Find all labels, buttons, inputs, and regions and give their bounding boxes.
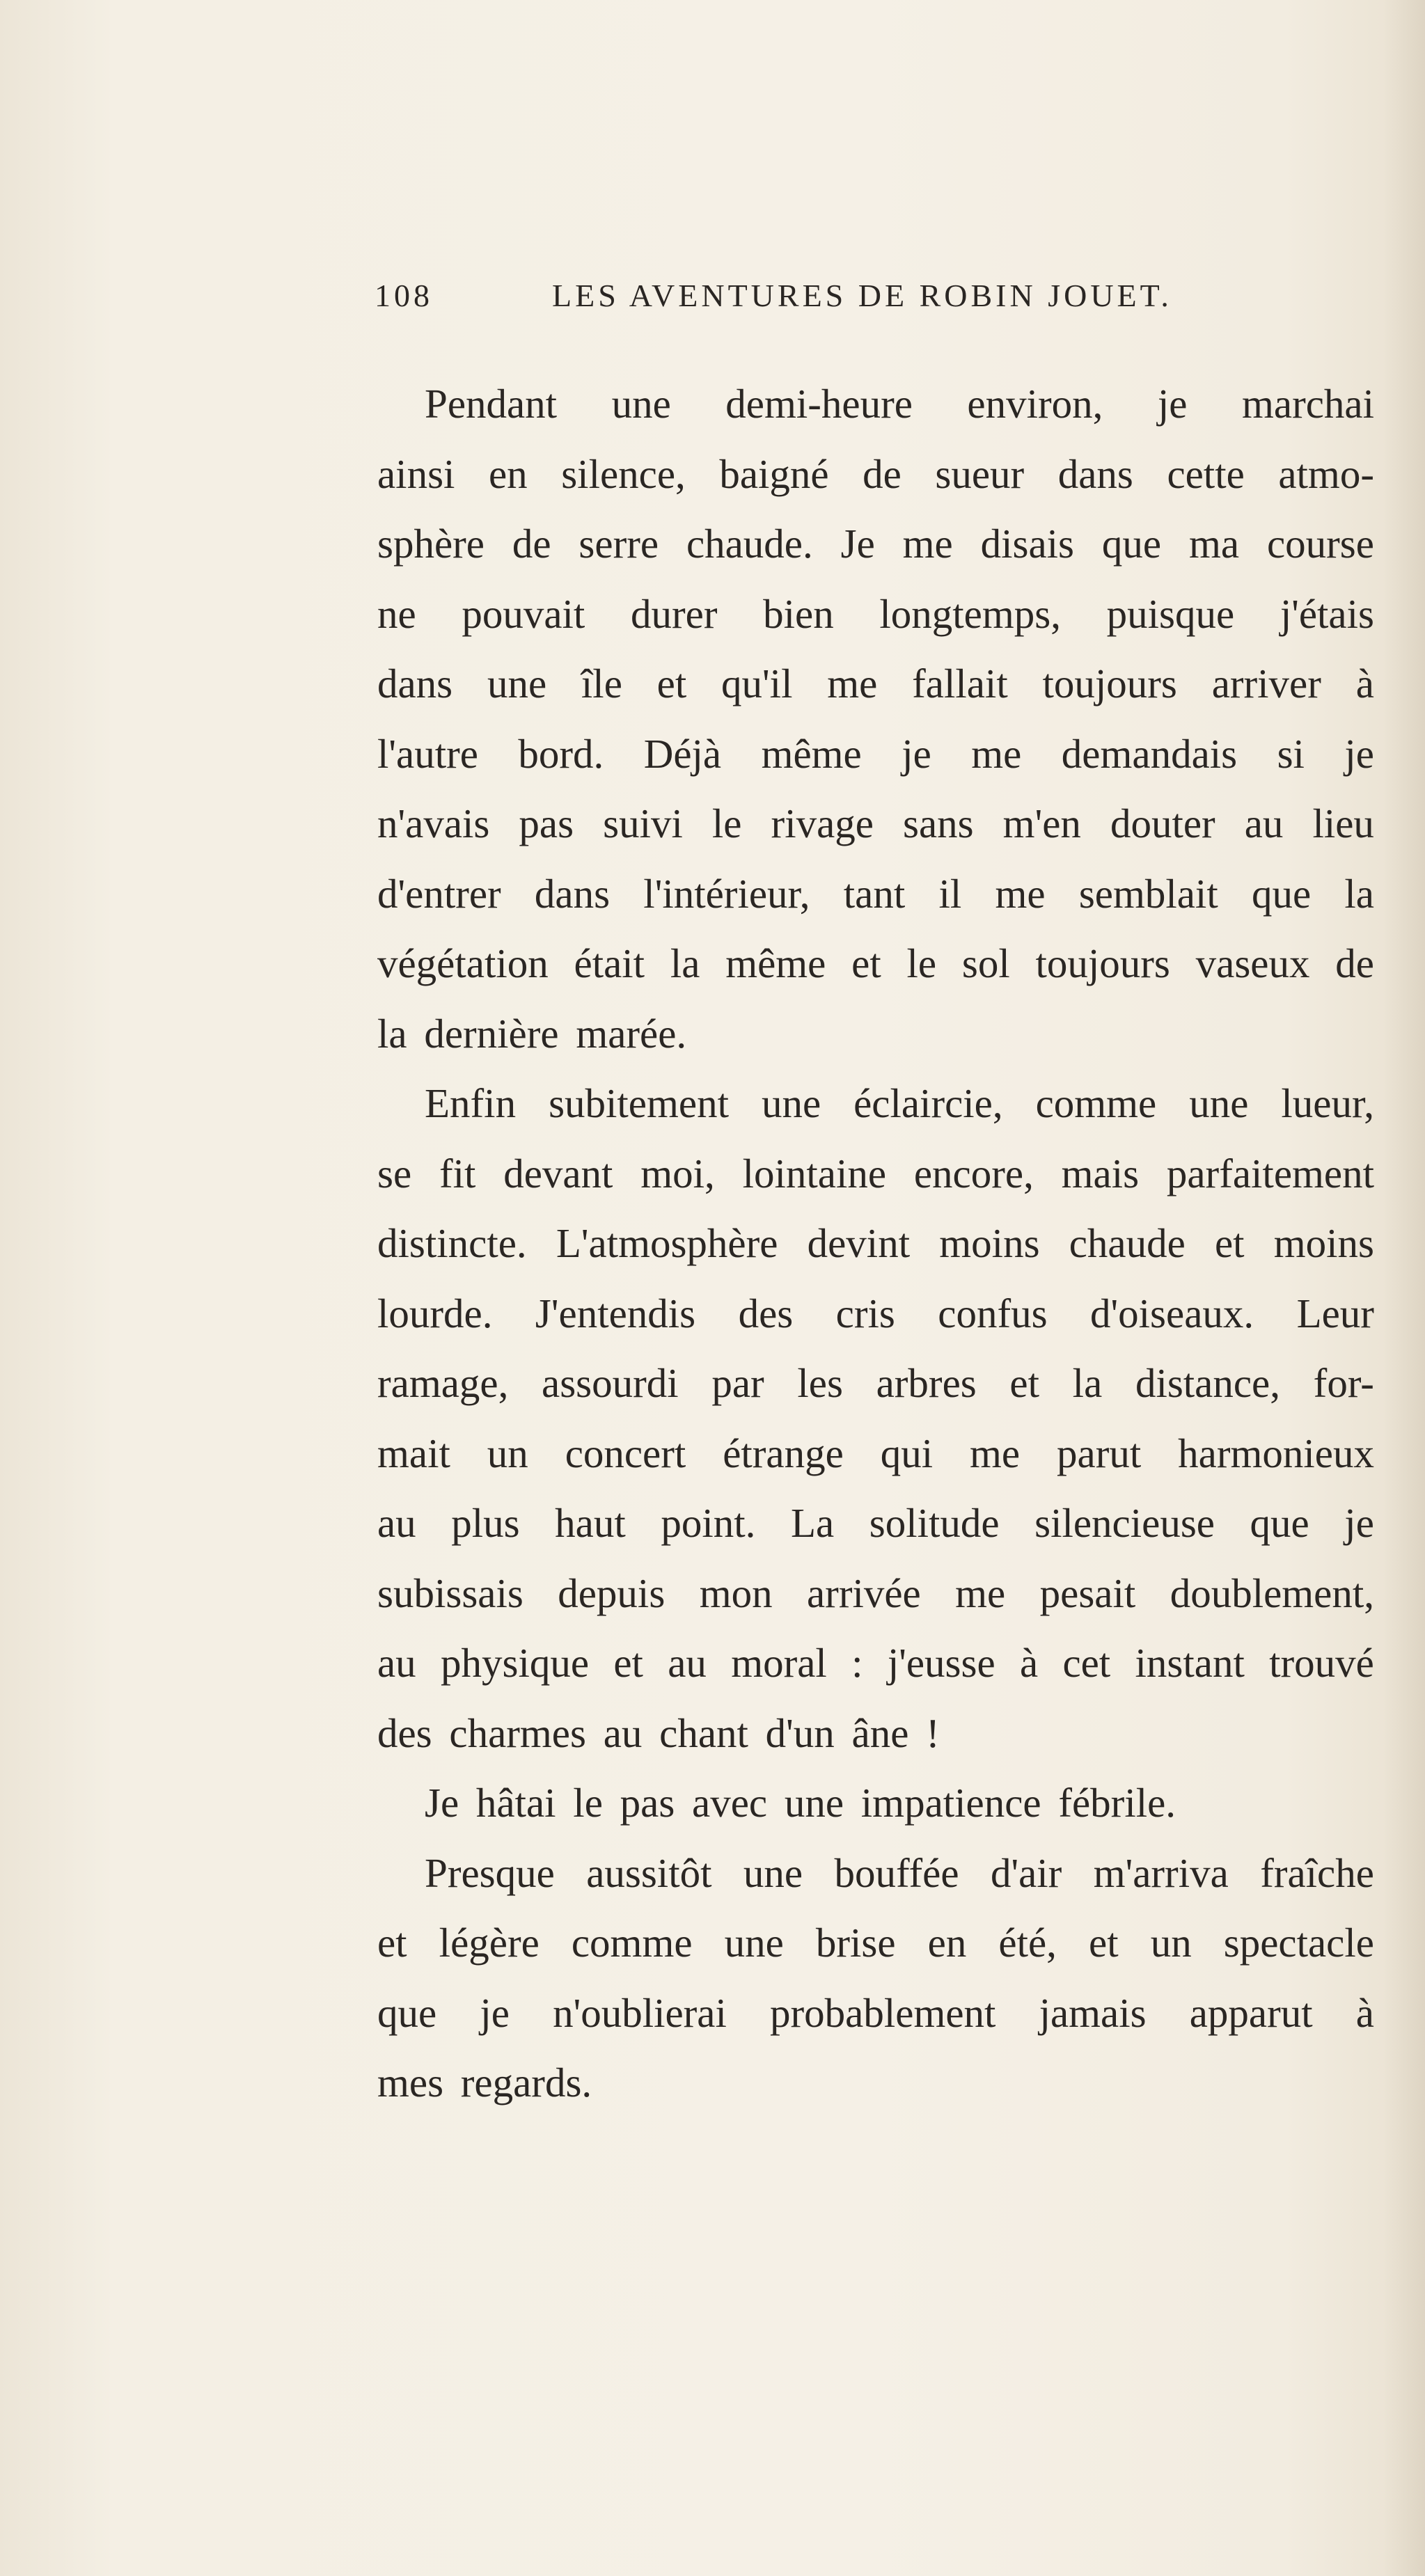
running-head: [375, 271, 1273, 320]
text-line: se fit devant moi, lointaine encore, mais parfaitement: [377, 1150, 1374, 1196]
text-line: lourde. J'entendis des cris confus d'oiseaux. Leur: [377, 1290, 1374, 1336]
text-line: subissais depuis mon arrivée me pesait doublement,: [377, 1570, 1374, 1616]
page-edge-shadow: [1383, 0, 1425, 2576]
page-number: 108: [375, 278, 433, 313]
paragraph: [377, 369, 1374, 1068]
text-line: végétation était la même et le sol toujours vaseux de: [377, 940, 1374, 986]
body-text: [377, 369, 1374, 2118]
text-line: au plus haut point. La solitude silencieuse que je: [377, 1500, 1374, 1546]
paragraph: [377, 1838, 1374, 2118]
text-line: Pendant une demi-heure environ, je marchai: [425, 381, 1374, 427]
text-line: Je hâtai le pas avec une impatience fébrile.: [425, 1780, 1176, 1826]
text-line: Enfin subitement une éclaircie, comme une lueur,: [425, 1080, 1374, 1126]
text-line: sphère de serre chaude. Je me disais que ma course: [377, 521, 1374, 567]
book-title: LES AVENTURES DE ROBIN JOUET.: [552, 278, 1172, 313]
paragraph: [377, 1068, 1374, 1768]
text-line: et légère comme une brise en été, et un spectacle: [377, 1920, 1374, 1966]
text-line: ainsi en silence, baigné de sueur dans cette atmo-: [377, 450, 1374, 497]
text-line: ramage, assourdi par les arbres et la distance, for-: [377, 1360, 1374, 1406]
text-line: ne pouvait durer bien longtemps, puisque j'étais: [377, 590, 1374, 637]
text-line: des charmes au chant d'un âne !: [377, 1709, 940, 1756]
text-line: mait un concert étrange qui me parut harmonieux: [377, 1430, 1374, 1476]
text-line: dans une île et qu'il me fallait toujours arriver à: [377, 661, 1374, 706]
text-line: l'autre bord. Déjà même je me demandais si je: [377, 730, 1374, 777]
text-line: d'entrer dans l'intérieur, tant il me semblait que la: [377, 870, 1374, 917]
text-line: mes regards.: [377, 2060, 592, 2105]
text-line: au physique et au moral : j'eusse à cet instant trouvé: [377, 1640, 1374, 1686]
text-line: distincte. L'atmosphère devint moins chaude et moins: [377, 1220, 1374, 1266]
text-line: Presque aussitôt une bouffée d'air m'arriva fraîche: [425, 1849, 1374, 1896]
paragraph: [377, 1768, 1374, 1838]
text-line: la dernière marée.: [377, 1010, 687, 1057]
text-line: n'avais pas suivi le rivage sans m'en douter au lieu: [377, 800, 1374, 846]
text-line: que je n'oublierai probablement jamais apparut à: [377, 1989, 1374, 2036]
